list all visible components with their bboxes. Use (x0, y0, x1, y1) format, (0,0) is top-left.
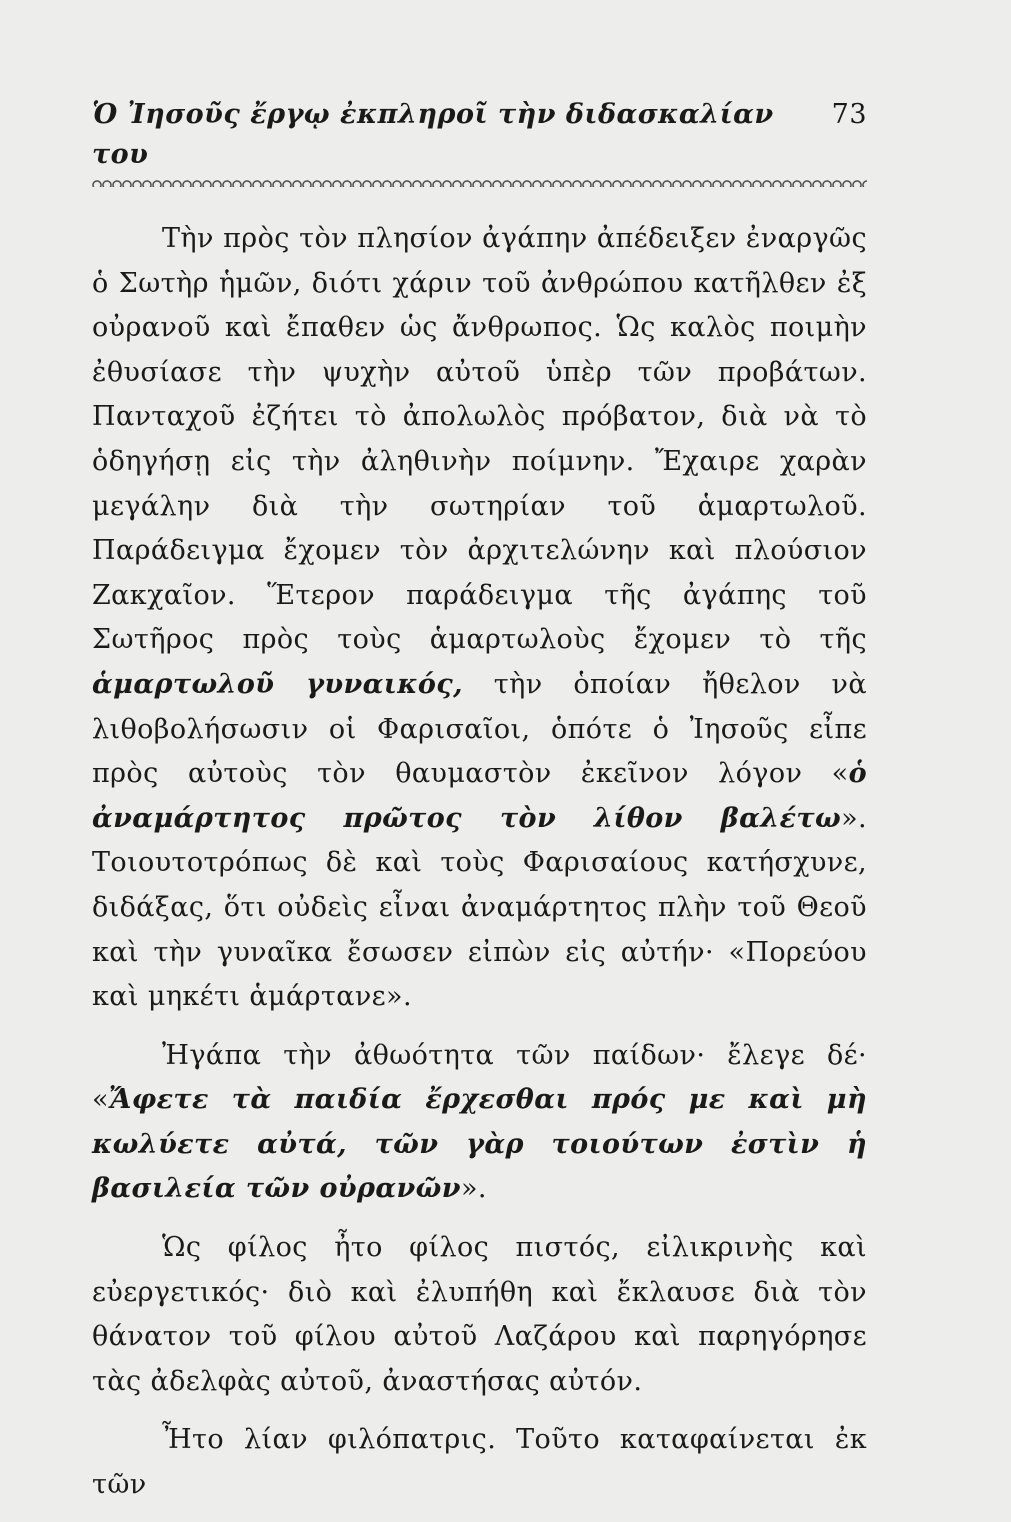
emphasis-sinful-woman: ἁμαρτωλοῦ γυναικός, (92, 668, 463, 700)
paragraph-friendship (92, 1226, 867, 1404)
header-wavy-rule (92, 177, 867, 187)
running-header (92, 95, 867, 175)
text-segment: ». Τοιουτοτρόπως δὲ καὶ τοὺς Φαρισαίους κατήσχυνε, διδάξας, ὅτι οὐδεὶς εἶναι ἀναμάρτητος πλὴν τοῦ Θεοῦ καὶ τὴν γυναῖκα ἔσωσεν εἰπὼν εἰς αὐτήν· «Πορεύου καὶ μηκέτι ἁμάρτανε». (92, 802, 867, 1013)
text-segment: ». (460, 1173, 487, 1205)
text-segment: Τὴν πρὸς τὸν πλησίον ἀγάπην ἀπέδειξεν ἐναργῶς ὁ Σωτὴρ ἡμῶν, διότι χάριν τοῦ ἀνθρώπου κατῆλθεν ἐξ οὐρανοῦ καὶ ἔπαθεν ὡς ἄνθρωπος. Ὡς καλὸς ποιμὴν ἐθυσίασε τὴν ψυχὴν αὐτοῦ ὑπὲρ τῶν προβάτων. Πανταχοῦ ἐζήτει τὸ ἀπολωλὸς πρόβατον, διὰ νὰ τὸ ὁδηγήσῃ εἰς τὴν ἀληθινὴν ποίμνην. Ἔχαιρε χαρὰν μεγάλην διὰ τὴν σωτηρίαν τοῦ ἁμαρτωλοῦ. Παράδειγμα ἔχομεν τὸν ἀρχιτελώνην καὶ πλούσιον Ζακχαῖον. Ἕτερον παράδειγμα τῆς ἀγάπης τοῦ Σωτῆρος πρὸς τοὺς ἁμαρτωλοὺς ἔχομεν τὸ τῆς (92, 223, 867, 656)
text-segment: Ἦτο λίαν φιλόπατρις. Τοῦτο καταφαίνεται ἐκ τῶν (92, 1424, 867, 1501)
paragraph-patriotism (92, 1418, 867, 1507)
emphasis-quote-sinless: ὁ ἀναμάρτητος πρῶτος τὸν λίθον βαλέτω (92, 758, 867, 834)
paragraph-love-for-neighbor (92, 217, 867, 1020)
text-segment: Ἠγάπα τὴν ἀθωότητα τῶν παίδων· ἔλεγε δέ· « (92, 1039, 867, 1116)
text-segment: τὴν ὁποίαν ἤθελον νὰ λιθοβολήσωσιν οἱ Φαρισαῖοι, ὁπότε ὁ Ἰησοῦς εἶπε πρὸς αὐτοὺς τὸν θαυμαστὸν ἐκεῖνον λόγον « (92, 668, 868, 790)
book-page (92, 95, 867, 1522)
text-segment: Ὡς φίλος ἦτο φίλος πιστός, εἰλικρινὴς καὶ εὐεργετικός· διὸ καὶ ἐλυπήθη καὶ ἔκλαυσε διὰ τὸν θάνατον τοῦ φίλου αὐτοῦ Λαζάρου καὶ παρηγόρησε τὰς ἀδελφὰς αὐτοῦ, ἀναστήσας αὐτόν. (92, 1232, 867, 1397)
running-header-title: Ὁ Ἰησοῦς ἔργῳ ἐκπληροῖ τὴν διδασκαλίαν του (92, 99, 774, 170)
emphasis-quote-children: Ἄφετε τὰ παιδία ἔρχεσθαι πρός με καὶ μὴ κωλύετε αὐτά, τῶν γὰρ τοιούτων ἐστὶν ἡ βασιλεία τῶν οὐρανῶν (92, 1084, 867, 1205)
paragraph-innocence-of-children (92, 1034, 867, 1212)
page-number: 73 (831, 99, 867, 130)
